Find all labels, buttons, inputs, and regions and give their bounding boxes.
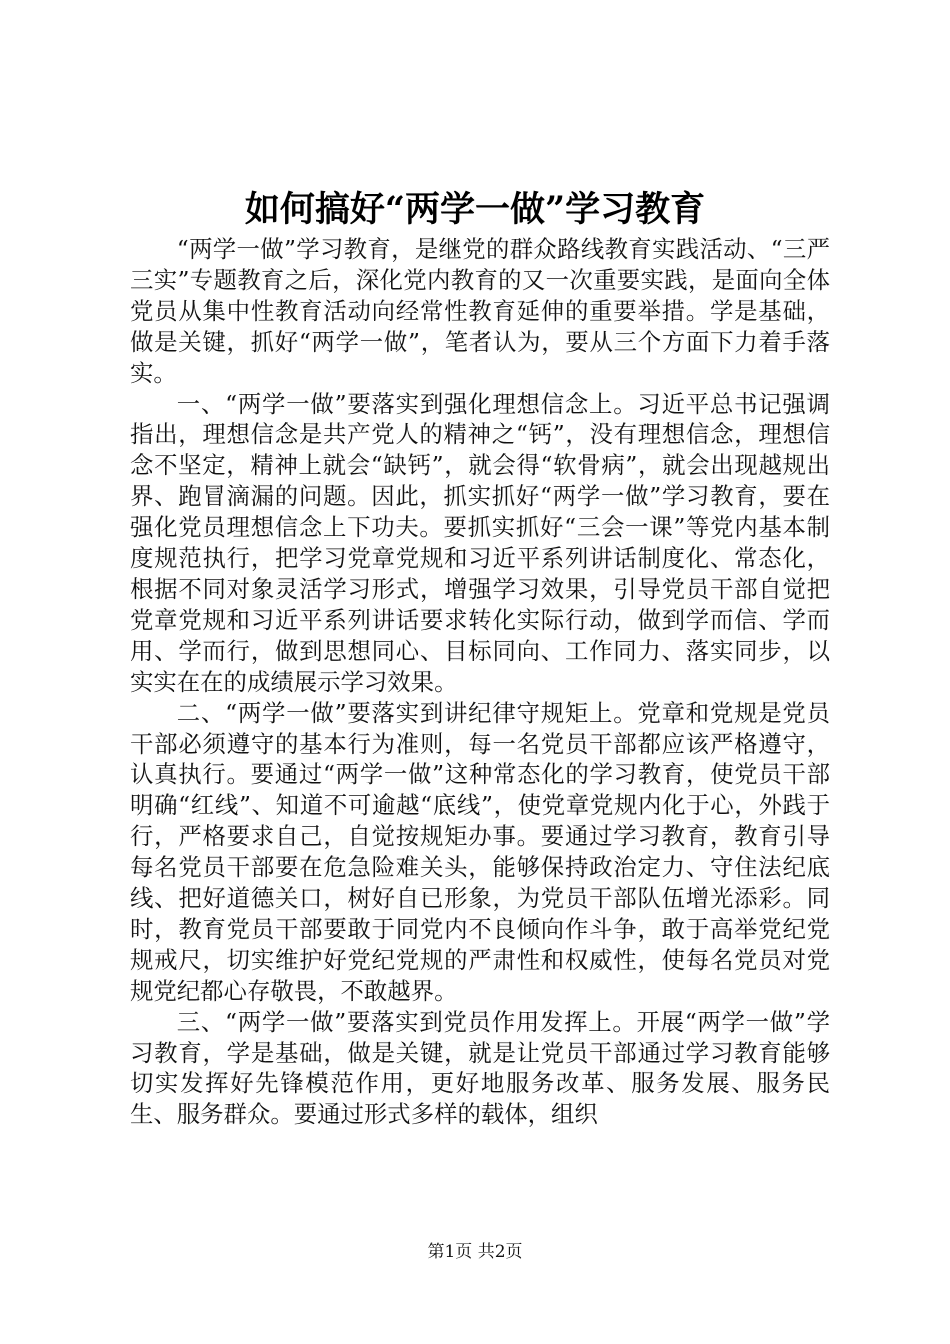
document-title: 如何搞好“两学一做”学习教育 [244, 189, 706, 230]
document-body [130, 234, 830, 1130]
page-number-footer: 第1页 共2页 [427, 1242, 523, 1262]
paragraph-section-2: 二、“两学一做”要落实到讲纪律守规矩上。党章和党规是党员干部必须遵守的基本行为准则，每一名党员干部都应该严格遵守，认真执行。要通过“两学一做”这种常态化的学习教育，使党员干部明确“红线”、知道不可逾越“底线”，使党章党规内化于心，外践于行，严格要求自己，自觉按规矩办事。要通过学习教育，教育引导每名党员干部要在危急险难关头，能够保持政治定力、守住法纪底线、把好道德关口，树好自已形象，为党员干部队伍增光添彩。同时，教育党员干部要敢于同党内不良倾向作斗争，敢于高举党纪党规戒尺，切实维护好党纪党规的严肃性和权威性，使每名党员对党规党纪都心存敬畏，不敢越界。 [130, 698, 830, 1005]
paragraph-section-1: 一、“两学一做”要落实到强化理想信念上。习近平总书记强调指出，理想信念是共产党人的精神之“钙”，没有理想信念，理想信念不坚定，精神上就会“缺钙”，就会得“软骨病”，就会出现越规出界、跑冒滴漏的问题。因此，抓实抓好“两学一做”学习教育，要在强化党员理想信念上下功夫。要抓实抓好“三会一课”等党内基本制度规范执行，把学习党章党规和习近平系列讲话制度化、常态化，根据不同对象灵活学习形式，增强学习效果，引导党员干部自觉把党章党规和习近平系列讲话要求转化实际行动，做到学而信、学而用、学而行，做到思想同心、目标同向、工作同力、落实同步，以实实在在的成绩展示学习效果。 [130, 389, 830, 696]
paragraph-intro: “两学一做”学习教育，是继党的群众路线教育实践活动、“三严三实”专题教育之后，深化党内教育的又一次重要实践，是面向全体党员从集中性教育活动向经常性教育延伸的重要举措。学是基础，做是关键，抓好“两学一做”，笔者认为，要从三个方面下力着手落实。 [130, 235, 830, 387]
paragraph-section-3: 三、“两学一做”要落实到党员作用发挥上。开展“两学一做”学习教育，学是基础，做是关键，就是让党员干部通过学习教育能够切实发挥好先锋模范作用，更好地服务改革、服务发展、服务民生、服务群众。要通过形式多样的载体，组织 [130, 1007, 830, 1129]
